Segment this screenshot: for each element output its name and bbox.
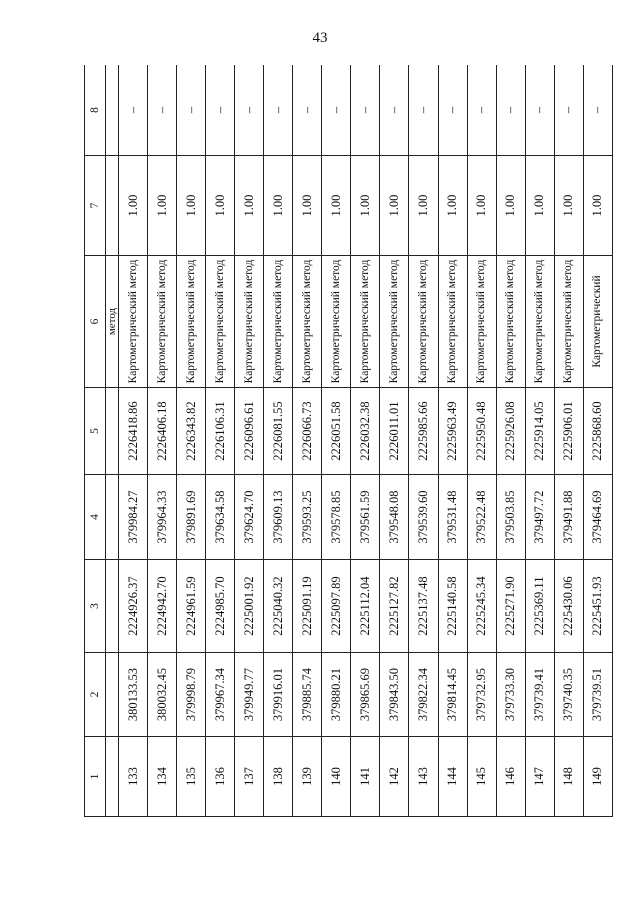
table-cell: –	[293, 65, 322, 156]
column-header: 5	[85, 388, 106, 475]
column-header: 1	[85, 737, 106, 817]
table-cell: 2226418.86	[119, 388, 148, 475]
table-cell: 1.00	[467, 156, 496, 256]
table-cell: 140	[322, 737, 351, 817]
table-cell: 1.00	[177, 156, 206, 256]
table-cell: 379609.13	[264, 475, 293, 560]
table-cell: 2225914.05	[525, 388, 554, 475]
table-cell: 379733.30	[496, 653, 525, 737]
table-cell: 379822.34	[409, 653, 438, 737]
table-cell: 2225271.90	[496, 560, 525, 653]
table-cell: 379740.35	[554, 653, 583, 737]
table-body	[106, 65, 613, 817]
table-cell-method: Картометрический метод	[264, 256, 293, 388]
table-cell: 2224926.37	[119, 560, 148, 653]
table-row	[177, 65, 206, 817]
table-cell: 2226081.55	[264, 388, 293, 475]
table-cell: 2225127.82	[380, 560, 409, 653]
table-cell: 379885.74	[293, 653, 322, 737]
column-header: 3	[85, 560, 106, 653]
table-cell: –	[351, 65, 380, 156]
table-cell: 1.00	[264, 156, 293, 256]
table-cell: –	[322, 65, 351, 156]
table-cell-method: Картометрический метод	[235, 256, 264, 388]
table-cell: 2225097.89	[322, 560, 351, 653]
header-row	[85, 65, 106, 817]
table-cell: 379998.79	[177, 653, 206, 737]
table-cell: 1.00	[322, 156, 351, 256]
table-cell: 2226066.73	[293, 388, 322, 475]
table-cell: 2225926.08	[496, 388, 525, 475]
table-row	[206, 65, 235, 817]
table-cell	[106, 65, 119, 156]
table-row	[351, 65, 380, 817]
table-cell: –	[525, 65, 554, 156]
table-cell: –	[583, 65, 612, 156]
table-cell	[106, 737, 119, 817]
table-cell: 145	[467, 737, 496, 817]
table-cell: 2225985.66	[409, 388, 438, 475]
table-cell: –	[235, 65, 264, 156]
table-cell-method: Картометрический метод	[177, 256, 206, 388]
table-cell: 1.00	[148, 156, 177, 256]
table-row	[293, 65, 322, 817]
table-cell: 142	[380, 737, 409, 817]
table-row-continued	[106, 65, 119, 817]
table-cell: –	[438, 65, 467, 156]
table-cell: 379624.70	[235, 475, 264, 560]
table-cell: 2224985.70	[206, 560, 235, 653]
table-row	[264, 65, 293, 817]
table-row	[409, 65, 438, 817]
table-cell: 136	[206, 737, 235, 817]
table-cell: 1.00	[119, 156, 148, 256]
table-cell-method: Картометрический метод	[380, 256, 409, 388]
table-cell-method: Картометрический метод	[409, 256, 438, 388]
table-cell: 379949.77	[235, 653, 264, 737]
column-header: 7	[85, 156, 106, 256]
table-cell: 379522.48	[467, 475, 496, 560]
table-cell: 139	[293, 737, 322, 817]
table-cell: –	[409, 65, 438, 156]
table-cell: 1.00	[496, 156, 525, 256]
table-cell-method: Картометрический метод	[148, 256, 177, 388]
table-cell: 2225140.58	[438, 560, 467, 653]
table-cell: 2225963.49	[438, 388, 467, 475]
table-cell: 379497.72	[525, 475, 554, 560]
table-cell: 2226032.38	[351, 388, 380, 475]
table-cell-method: Картометрический метод	[525, 256, 554, 388]
table-cell-method: Картометрический метод	[293, 256, 322, 388]
table-cell-method: Картометрический метод	[438, 256, 467, 388]
table-cell: 2225451.93	[583, 560, 612, 653]
table-cell: 1.00	[409, 156, 438, 256]
table-cell-method: Картометрический метод	[119, 256, 148, 388]
column-header: 4	[85, 475, 106, 560]
table-cell: 143	[409, 737, 438, 817]
table-cell: 2225137.48	[409, 560, 438, 653]
table-cell: 2225868.60	[583, 388, 612, 475]
table-cell: 1.00	[351, 156, 380, 256]
table-cell	[106, 653, 119, 737]
table-row	[322, 65, 351, 817]
table-cell-method: Картометрический метод	[322, 256, 351, 388]
table-cell	[106, 388, 119, 475]
coordinates-table	[84, 65, 613, 817]
table-cell	[106, 560, 119, 653]
table-cell: 379739.51	[583, 653, 612, 737]
table-cell: 379548.08	[380, 475, 409, 560]
table-cell: 146	[496, 737, 525, 817]
table-cell: 379967.34	[206, 653, 235, 737]
table-cell: 1.00	[438, 156, 467, 256]
table-cell: 379593.25	[293, 475, 322, 560]
table-cell: 379891.69	[177, 475, 206, 560]
table-cell: –	[496, 65, 525, 156]
table-cell: 1.00	[525, 156, 554, 256]
table-cell: 379865.69	[351, 653, 380, 737]
table-row	[438, 65, 467, 817]
table-cell: 1.00	[554, 156, 583, 256]
table-cell: 379880.21	[322, 653, 351, 737]
table-cell	[106, 156, 119, 256]
table-cell: 379464.69	[583, 475, 612, 560]
table-cell: –	[264, 65, 293, 156]
table-row	[583, 65, 612, 817]
table-cell: 379503.85	[496, 475, 525, 560]
table-cell: 379578.85	[322, 475, 351, 560]
table-cell: –	[467, 65, 496, 156]
table-cell: 379814.45	[438, 653, 467, 737]
table-cell: –	[177, 65, 206, 156]
table-cell: 1.00	[380, 156, 409, 256]
table-cell: 137	[235, 737, 264, 817]
table-row	[496, 65, 525, 817]
table-cell: 2225430.06	[554, 560, 583, 653]
table-row	[554, 65, 583, 817]
table-cell: 141	[351, 737, 380, 817]
table-cell-method: Картометрический метод	[496, 256, 525, 388]
table-row	[148, 65, 177, 817]
table-cell: 2226096.61	[235, 388, 264, 475]
table-cell: 1.00	[293, 156, 322, 256]
table-cell: 2224961.59	[177, 560, 206, 653]
table-cell-method: Картометрический метод	[206, 256, 235, 388]
table-cell: –	[380, 65, 409, 156]
table-cell: 379531.48	[438, 475, 467, 560]
table-cell: 2225040.32	[264, 560, 293, 653]
table-row	[380, 65, 409, 817]
rotated-table-inner	[84, 65, 613, 817]
table-cell: 379843.50	[380, 653, 409, 737]
column-header: 6	[85, 256, 106, 388]
table-cell: 1.00	[583, 156, 612, 256]
table-cell: 2226343.82	[177, 388, 206, 475]
table-cell: 2226051.58	[322, 388, 351, 475]
table-cell: 2225091.19	[293, 560, 322, 653]
table-cell: 379634.58	[206, 475, 235, 560]
table-cell-method: Картометрический метод	[554, 256, 583, 388]
table-cell: 2225112.04	[351, 560, 380, 653]
table-cell: 379964.33	[148, 475, 177, 560]
table-cell: –	[148, 65, 177, 156]
table-cell: 1.00	[235, 156, 264, 256]
table-cell: 148	[554, 737, 583, 817]
table-cell: –	[119, 65, 148, 156]
table-cell-method: Картометрический	[583, 256, 612, 388]
table-cell: 135	[177, 737, 206, 817]
table-cell: 147	[525, 737, 554, 817]
table-cell-method: Картометрический метод	[467, 256, 496, 388]
table-row	[467, 65, 496, 817]
table-cell: 379739.41	[525, 653, 554, 737]
table-cell-method: метод	[106, 256, 119, 388]
table-row	[525, 65, 554, 817]
table-row	[235, 65, 264, 817]
table-cell: 2226406.18	[148, 388, 177, 475]
table-cell: 379561.59	[351, 475, 380, 560]
table-cell: 2226106.31	[206, 388, 235, 475]
table-cell: 2225001.92	[235, 560, 264, 653]
table-cell: 1.00	[206, 156, 235, 256]
table-cell: 379916.01	[264, 653, 293, 737]
table-cell: 380133.53	[119, 653, 148, 737]
table-cell: 144	[438, 737, 467, 817]
rotated-table-frame	[84, 65, 613, 817]
table-cell: –	[206, 65, 235, 156]
table-cell: 2225369.11	[525, 560, 554, 653]
column-header: 2	[85, 653, 106, 737]
table-cell: 2224942.70	[148, 560, 177, 653]
table-cell: 2225245.34	[467, 560, 496, 653]
table-cell: 2225950.48	[467, 388, 496, 475]
table-cell: 149	[583, 737, 612, 817]
table-cell: 138	[264, 737, 293, 817]
table-cell: 379732.95	[467, 653, 496, 737]
page-number: 43	[312, 30, 328, 46]
table-cell: 380032.45	[148, 653, 177, 737]
table-cell	[106, 475, 119, 560]
table-row	[119, 65, 148, 817]
table-cell: –	[554, 65, 583, 156]
table-cell: 379984.27	[119, 475, 148, 560]
table-cell: 379491.88	[554, 475, 583, 560]
table-cell: 2226011.01	[380, 388, 409, 475]
table-cell: 2225906.01	[554, 388, 583, 475]
column-header: 8	[85, 65, 106, 156]
table-cell-method: Картометрический метод	[351, 256, 380, 388]
table-cell: 133	[119, 737, 148, 817]
table-cell: 134	[148, 737, 177, 817]
table-cell: 379539.60	[409, 475, 438, 560]
